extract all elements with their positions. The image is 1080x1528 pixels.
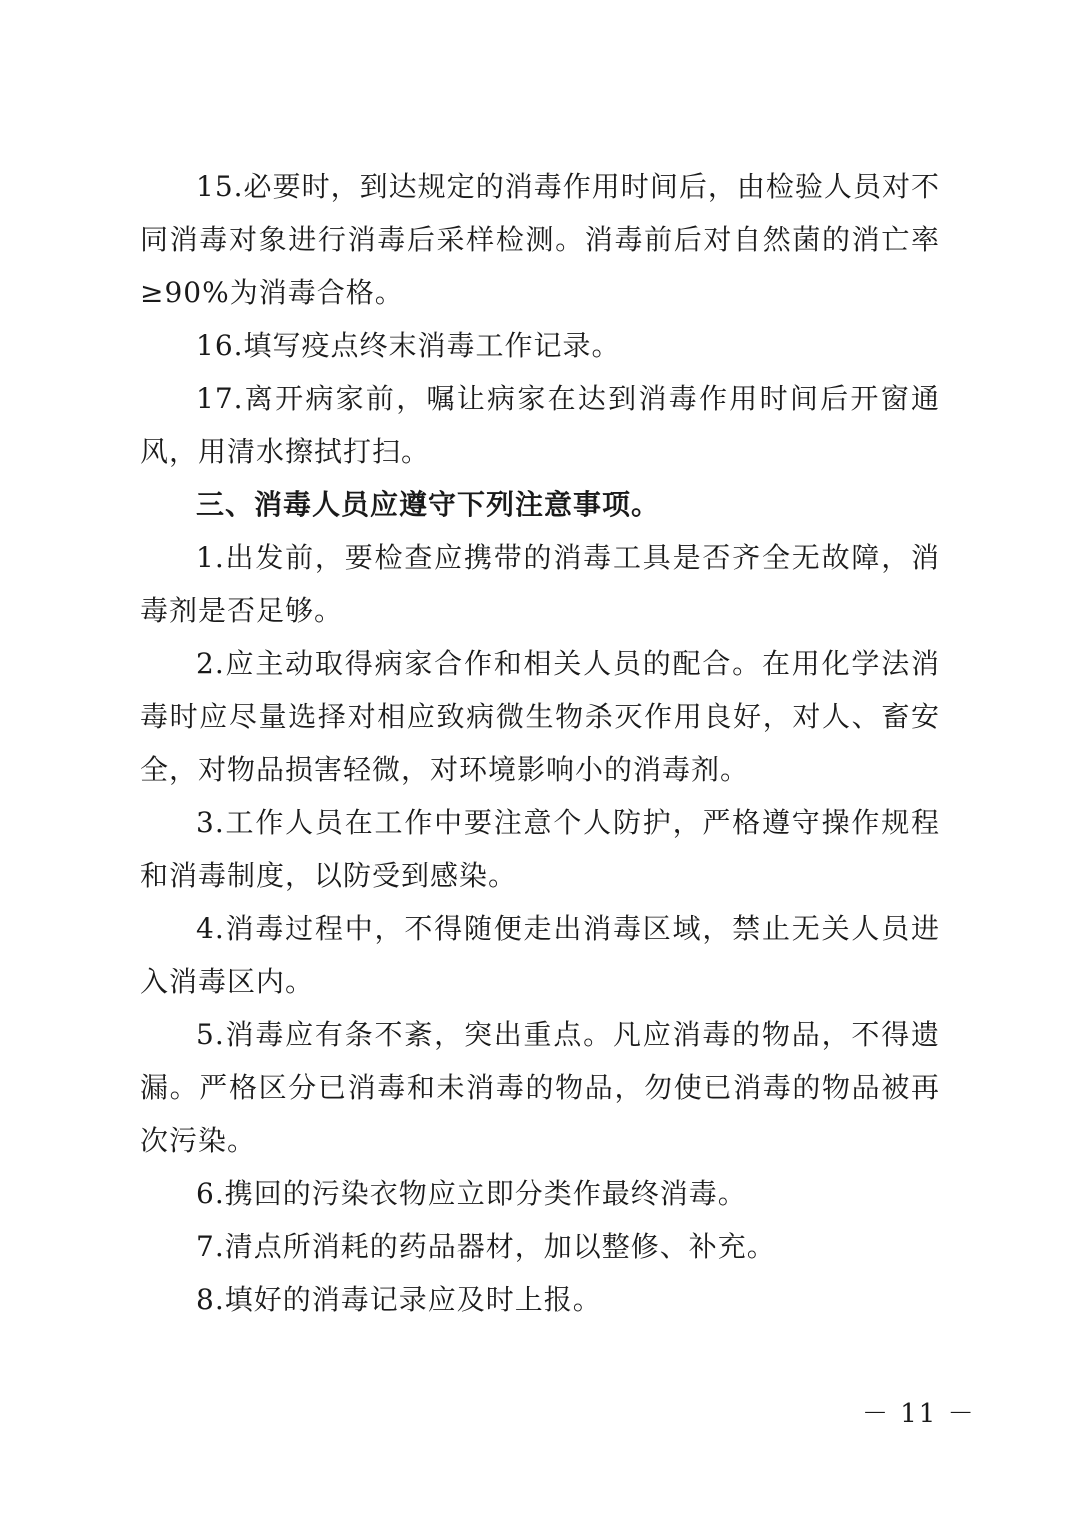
paragraph-15: 15.必要时，到达规定的消毒作用时间后，由检验人员对不同消毒对象进行消毒后采样检测。消毒前后对自然菌的消亡率≥90%为消毒合格。 xyxy=(140,170,940,309)
page-number: － 11 － xyxy=(862,1399,976,1429)
list-item: 1.出发前，要检查应携带的消毒工具是否齐全无故障，消毒剂是否足够。 xyxy=(140,541,940,627)
list-item: 2.应主动取得病家合作和相关人员的配合。在用化学法消毒时应尽量选择对相应致病微生物杀灭作用良好，对人、畜安全，对物品损害轻微，对环境影响小的消毒剂。 xyxy=(140,647,940,786)
list-item: 3.工作人员在工作中要注意个人防护，严格遵守操作规程和消毒制度，以防受到感染。 xyxy=(140,806,940,892)
list-item: 6.携回的污染衣物应立即分类作最终消毒。 xyxy=(196,1177,747,1210)
paragraph-16: 16.填写疫点终末消毒工作记录。 xyxy=(196,329,621,362)
section-heading: 三、消毒人员应遵守下列注意事项。 xyxy=(196,488,661,521)
paragraph-17: 17.离开病家前，嘱让病家在达到消毒作用时间后开窗通风，用清水擦拭打扫。 xyxy=(140,382,940,468)
list-item: 8.填好的消毒记录应及时上报。 xyxy=(196,1283,602,1316)
list-item: 7.清点所消耗的药品器材，加以整修、补充。 xyxy=(196,1230,776,1263)
list-item: 5.消毒应有条不紊，突出重点。凡应消毒的物品，不得遗漏。严格区分已消毒和未消毒的物品，勿使已消毒的物品被再次污染。 xyxy=(140,1018,940,1157)
document-body xyxy=(140,160,940,1326)
list-item: 4.消毒过程中，不得随便走出消毒区域，禁止无关人员进入消毒区内。 xyxy=(140,912,940,998)
